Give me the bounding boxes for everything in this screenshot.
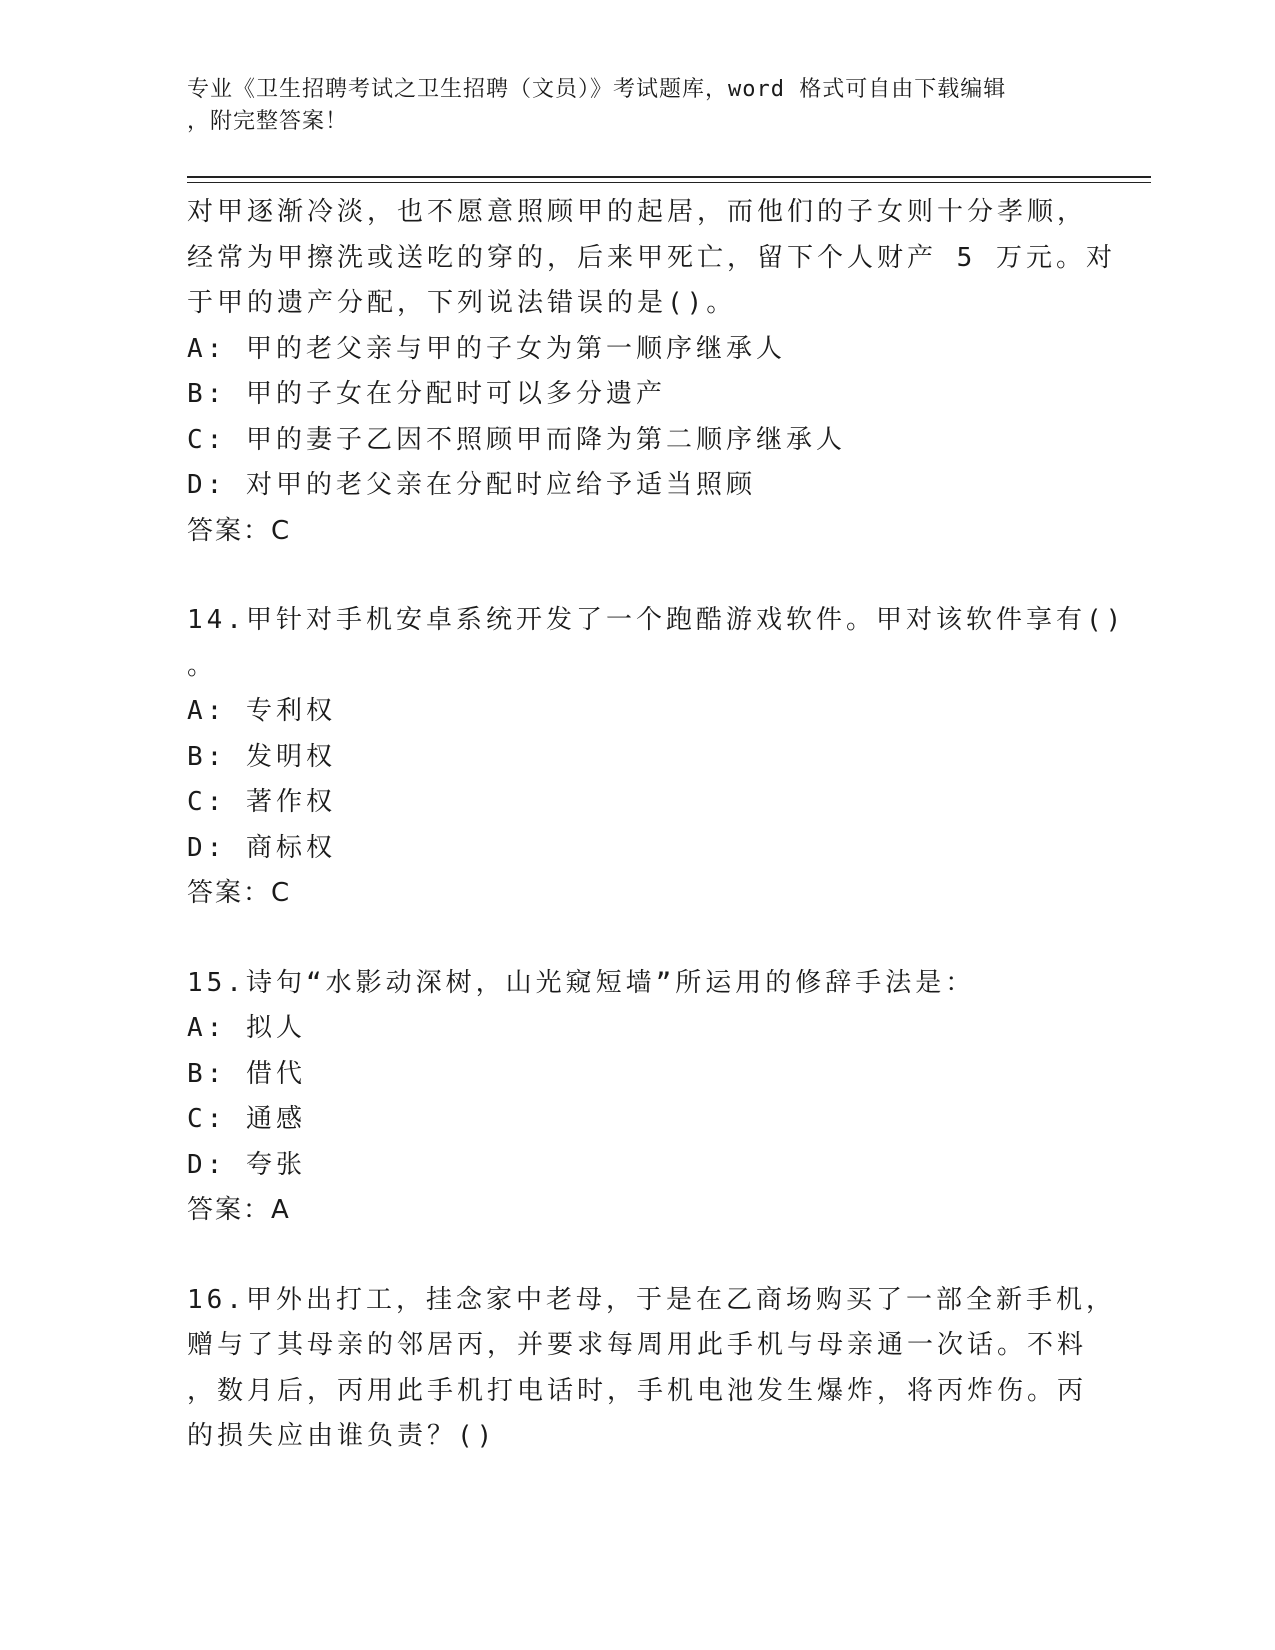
option-b: B: 甲的子女在分配时可以多分遗产 bbox=[187, 379, 666, 409]
answer-label: 答案：C bbox=[187, 515, 292, 546]
answer-label: 答案：C bbox=[187, 878, 292, 908]
question-stem-line: 于甲的遗产分配，下列说法错误的是()。 bbox=[187, 288, 737, 318]
header-rule-thin bbox=[187, 182, 1151, 183]
question-stem-line: 15.诗句“水影动深树，山光窥短墙”所运用的修辞手法是： bbox=[187, 967, 976, 998]
option-b: B: 借代 bbox=[187, 1058, 306, 1089]
question-15 bbox=[187, 961, 1087, 1234]
option-c: C: 通感 bbox=[187, 1104, 306, 1134]
answer-label: 答案：A bbox=[187, 1195, 291, 1225]
question-14 bbox=[187, 598, 1126, 917]
header-line-2: ，附完整答案！ bbox=[187, 109, 349, 134]
option-c: C: 著作权 bbox=[187, 787, 336, 817]
option-d: D: 对甲的老父亲在分配时应给予适当照顾 bbox=[187, 470, 756, 500]
option-c: C: 甲的妻子乙因不照顾甲而降为第二顺序继承人 bbox=[187, 424, 846, 455]
option-a: A: 甲的老父亲与甲的子女为第一顺序继承人 bbox=[187, 333, 786, 364]
option-d: D: 夸张 bbox=[187, 1149, 306, 1180]
option-a: A: 拟人 bbox=[187, 1013, 306, 1043]
question-stem-line: 14.甲针对手机安卓系统开发了一个跑酷游戏软件。甲对该软件享有() bbox=[187, 605, 1126, 635]
question-16 bbox=[187, 1278, 1116, 1460]
header-rule-thick bbox=[187, 176, 1151, 178]
question-stem-line: ，数月后，丙用此手机打电话时，手机电池发生爆炸，将丙炸伤。丙 bbox=[187, 1375, 1088, 1406]
question-stem-line: 经常为甲擦洗或送吃的穿的，后来甲死亡，留下个人财产 5 万元。对 bbox=[187, 242, 1116, 273]
question-13 bbox=[187, 190, 1116, 554]
question-stem-line: 16.甲外出打工，挂念家中老母，于是在乙商场购买了一部全新手机， bbox=[187, 1284, 1116, 1315]
document-header bbox=[187, 74, 1067, 138]
header-line-1: 专业《卫生招聘考试之卫生招聘（文员）》考试题库，word 格式可自由下载编辑 bbox=[187, 77, 1007, 102]
option-d: D: 商标权 bbox=[187, 832, 336, 863]
question-stem-line: 对甲逐渐冷淡，也不愿意照顾甲的起居，而他们的子女则十分孝顺， bbox=[187, 197, 1088, 227]
question-stem-line: 。 bbox=[187, 650, 218, 681]
question-stem-line: 赠与了其母亲的邻居丙，并要求每周用此手机与母亲通一次话。不料 bbox=[187, 1330, 1088, 1360]
question-stem-line: 的损失应由谁负责？() bbox=[187, 1421, 497, 1451]
document-body bbox=[187, 190, 1126, 1460]
option-b: B: 发明权 bbox=[187, 741, 336, 772]
option-a: A: 专利权 bbox=[187, 696, 336, 726]
